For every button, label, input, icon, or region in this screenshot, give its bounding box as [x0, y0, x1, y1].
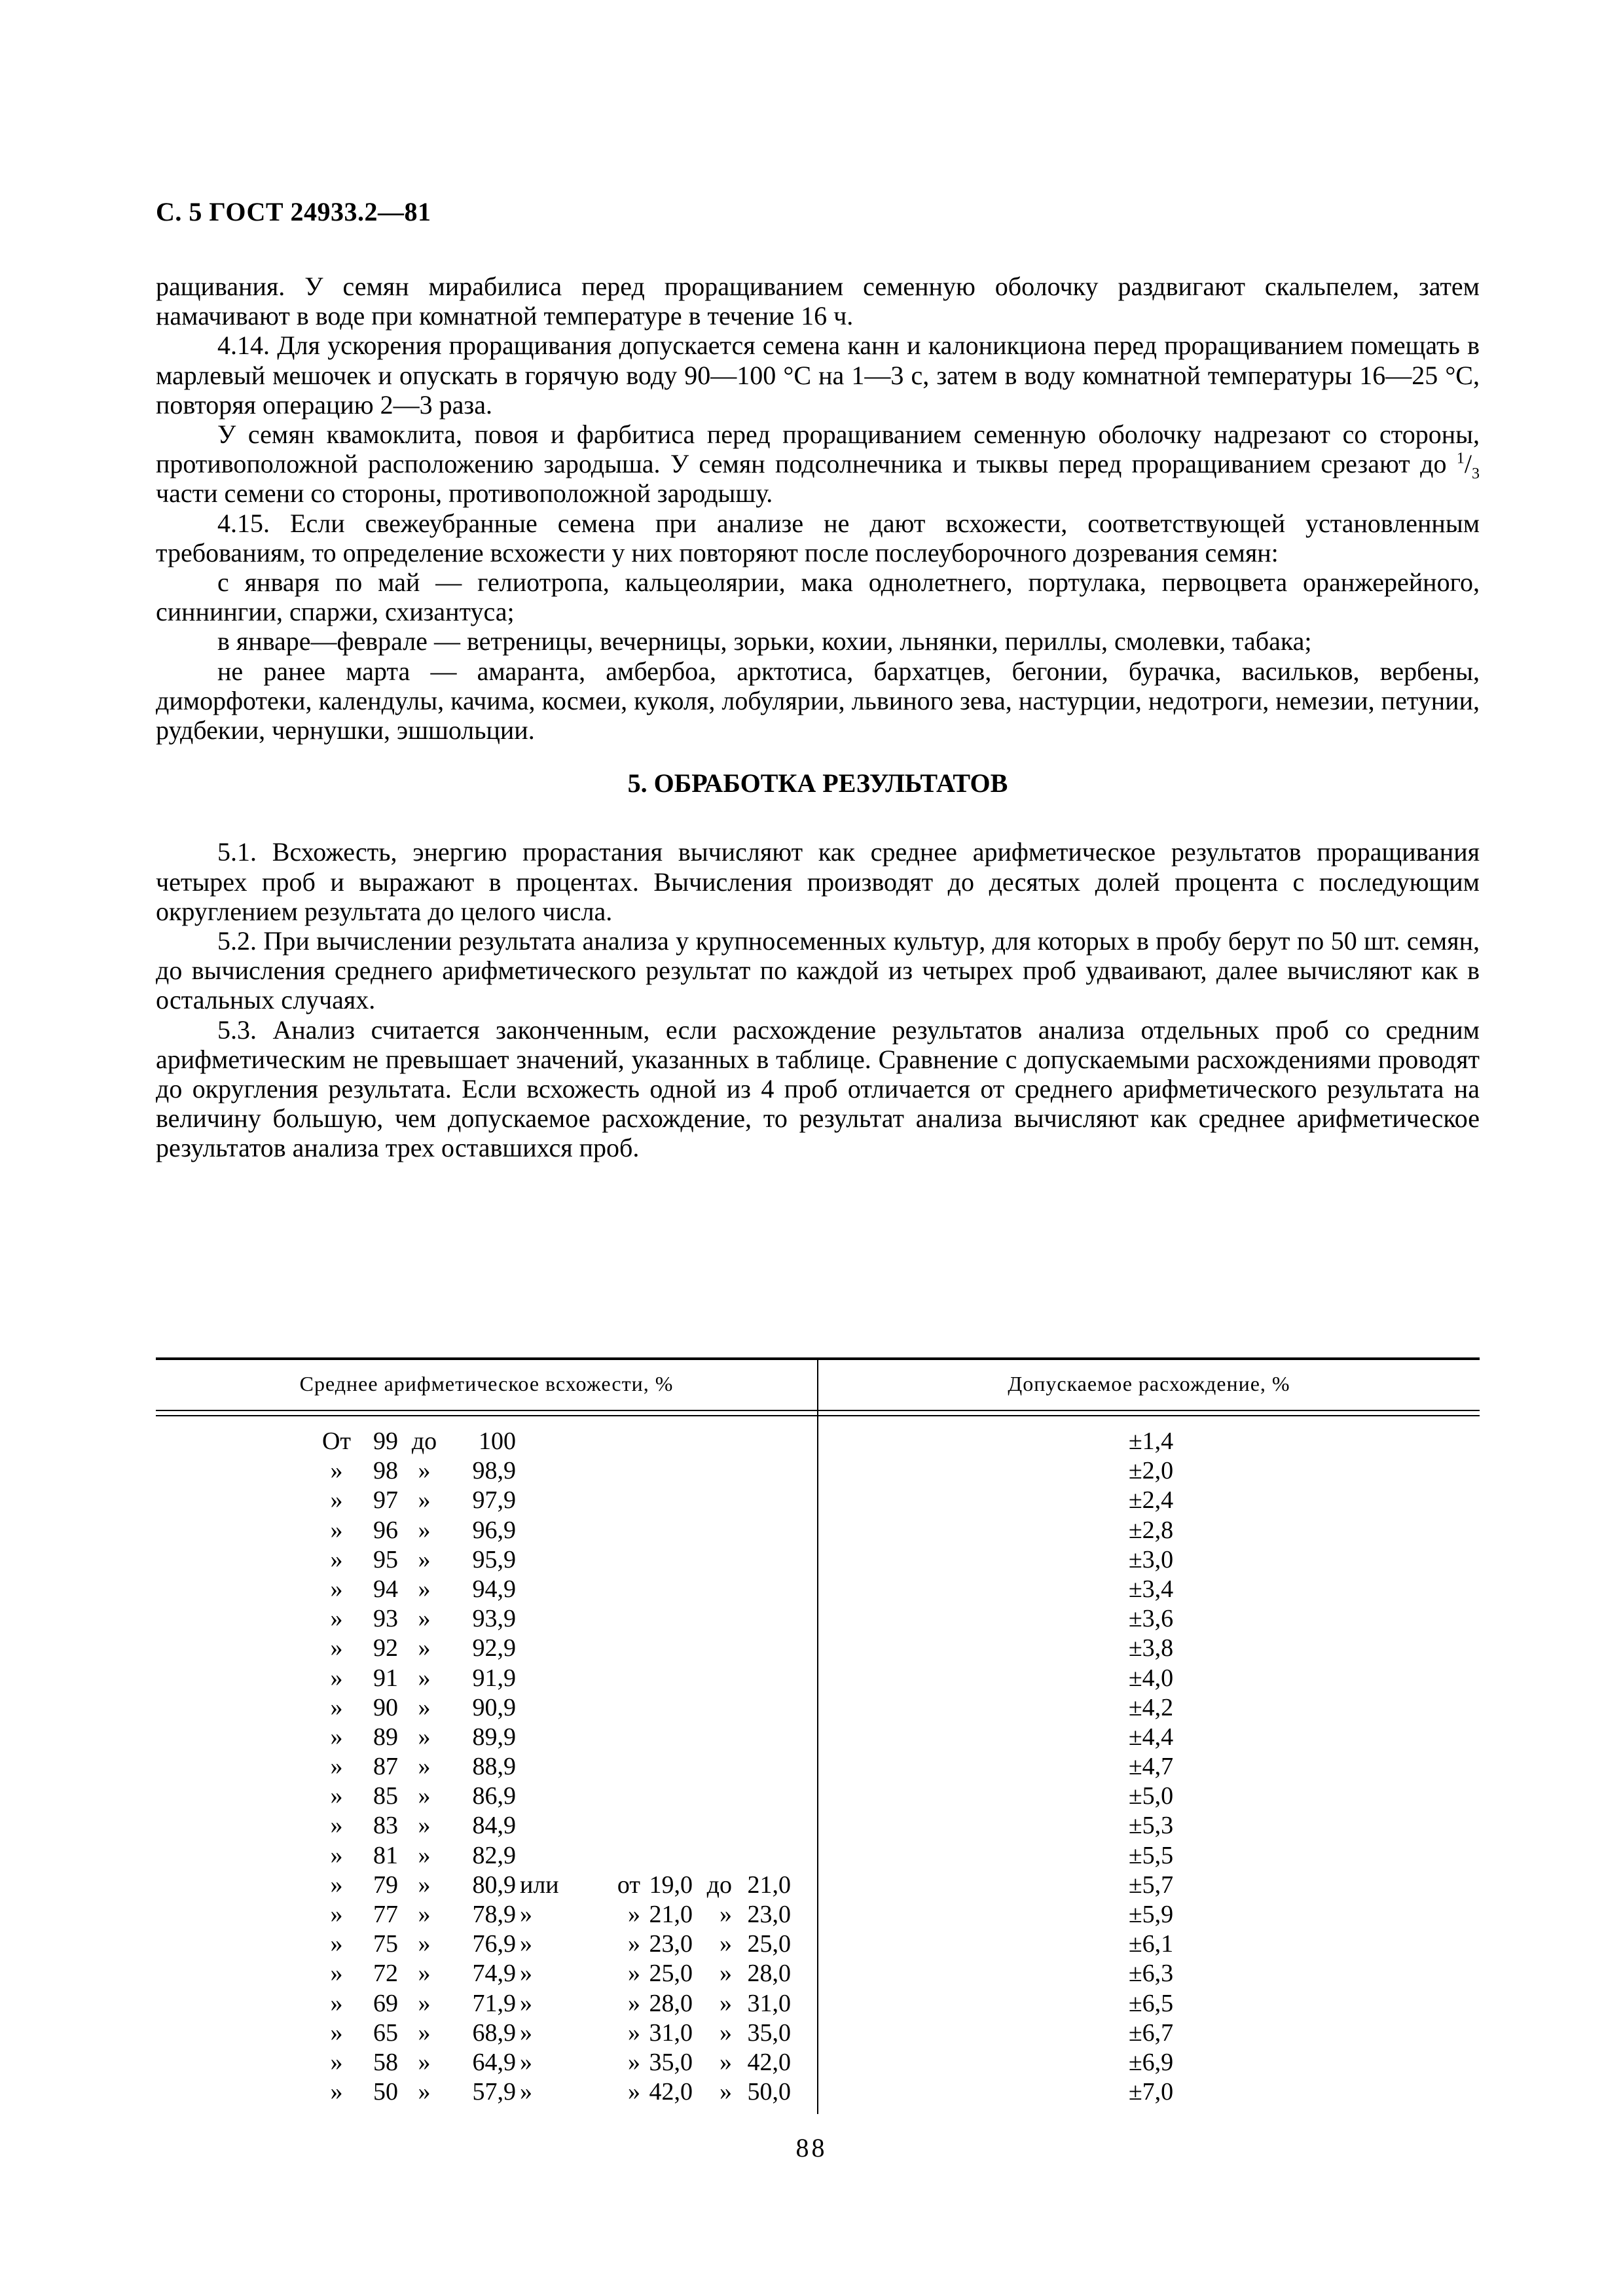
section-title: 5. ОБРАБОТКА РЕЗУЛЬТАТОВ: [627, 768, 1008, 798]
range2-to: 25,0: [747, 1930, 791, 1958]
range2-to: 31,0: [747, 1989, 791, 2017]
range-prefix: »: [330, 1930, 343, 1958]
range-to: 96,9: [472, 1516, 516, 1544]
range2-to-word: »: [720, 2018, 732, 2047]
range-to-word: »: [418, 1812, 431, 1840]
tolerance-value: ±4,0: [1128, 1664, 1174, 1692]
range-prefix: »: [330, 1693, 343, 1721]
range2-prefix: »: [628, 1960, 640, 1988]
table-row: [156, 1811, 1480, 1840]
range2-prefix: »: [628, 1901, 640, 1928]
range-to-word: »: [418, 1901, 431, 1928]
range-from: 85: [373, 1782, 398, 1810]
range-prefix: »: [330, 2018, 343, 2047]
range-prefix: »: [330, 1989, 343, 2017]
or-word: »: [520, 1989, 532, 2017]
range2-prefix: »: [628, 2078, 640, 2106]
table-row: [156, 1664, 1480, 1693]
range-to-word: »: [418, 1782, 431, 1810]
range-to-word: »: [418, 1753, 431, 1781]
tolerance-value: ±5,0: [1128, 1782, 1174, 1810]
range2-prefix: от: [617, 1871, 640, 1899]
range2-to-word: до: [706, 1871, 732, 1899]
range-prefix: »: [330, 1753, 343, 1781]
range-prefix: »: [330, 1960, 343, 1988]
range-prefix: »: [330, 1486, 343, 1515]
table-row: [156, 1989, 1480, 2018]
table-row: [156, 2077, 1480, 2107]
range-to: 98,9: [472, 1457, 516, 1485]
range-prefix: »: [330, 1457, 343, 1485]
range-to: 100: [479, 1427, 516, 1455]
range-from: 98: [373, 1457, 398, 1485]
range2-from: 31,0: [649, 2018, 693, 2047]
tolerance-value: ±6,9: [1128, 2048, 1174, 2076]
range-from: 94: [373, 1575, 398, 1603]
range-to: 86,9: [472, 1782, 516, 1810]
range-to-word: »: [418, 1486, 431, 1515]
range-from: 58: [373, 2048, 398, 2076]
paragraph: 5.1. Всхожесть, энергию прорастания вычисляют как среднее арифметическое результатов проращивания четырех проб и выражают в процентах. Вычисления производят до десятых долей процента с последующим округлением результата до целого числа.: [156, 837, 1480, 926]
range-from: 72: [373, 1960, 398, 1988]
tolerance-value: ±3,4: [1128, 1575, 1174, 1603]
range-to: 64,9: [472, 2048, 516, 2076]
range-to-word: »: [418, 1664, 431, 1692]
paragraph-text: У семян квамоклита, повоя и фарбитиса перед проращиванием семенную оболочку надрезают со стороны, противоположной расположению зародыша. У семян подсолнечника и тыквы перед проращиванием срезают до: [156, 420, 1480, 479]
table-row: [156, 1752, 1480, 1782]
range-to-word: до: [411, 1427, 437, 1455]
range2-prefix: »: [628, 1989, 640, 2017]
range-to: 57,9: [472, 2078, 516, 2106]
range-to: 71,9: [472, 1989, 516, 2017]
or-word: »: [520, 1930, 532, 1958]
range-prefix: От: [321, 1427, 352, 1455]
table-row: [156, 1575, 1480, 1604]
range2-from: 42,0: [649, 2078, 693, 2106]
tolerance-value: ±6,3: [1128, 1960, 1174, 1988]
range-from: 93: [373, 1605, 398, 1633]
range-to-word: »: [418, 1693, 431, 1721]
range-to-word: »: [418, 1930, 431, 1958]
document-body: [156, 272, 1480, 1163]
table-row: [156, 1929, 1480, 1959]
range-to: 82,9: [472, 1841, 516, 1869]
range-to: 97,9: [472, 1486, 516, 1515]
table-row: [156, 1693, 1480, 1723]
range-from: 95: [373, 1545, 398, 1573]
table-row: [156, 1545, 1480, 1575]
range-from: 89: [373, 1723, 398, 1751]
range2-prefix: »: [628, 1930, 640, 1958]
table-header-tolerance: Допускаемое расхождение, %: [1008, 1372, 1290, 1395]
range-from: 50: [373, 2078, 398, 2106]
tolerance-value: ±5,3: [1128, 1812, 1174, 1840]
paragraph: 5.3. Анализ считается законченным, если расхождение результатов анализа отдельных проб со средним арифметическим не превышает значений, указанных в таблице. Сравнение с допускаемыми расхождениями проводят до округления результата. Если всхожесть одной из 4 проб отличается от среднего арифметического результата на величину большую, чем допускаемое расхождение, то результат анализа вычисляют как среднее арифметическое результатов анализа трех оставшихся проб.: [156, 1014, 1480, 1163]
range2-from: 21,0: [649, 1901, 693, 1928]
tolerance-value: ±4,4: [1128, 1723, 1174, 1751]
range-to-word: »: [418, 1989, 431, 2017]
range-to: 88,9: [472, 1753, 516, 1781]
table-row: [156, 1871, 1480, 1900]
range2-from: 19,0: [649, 1871, 693, 1899]
tolerance-value: ±2,8: [1128, 1516, 1174, 1544]
range2-prefix: »: [628, 2048, 640, 2076]
range2-to: 28,0: [747, 1960, 791, 1988]
range-to-word: »: [418, 1516, 431, 1544]
range-to-word: »: [418, 1575, 431, 1603]
table-header-mean: Среднее арифметическое всхожести, %: [299, 1372, 674, 1395]
tolerance-value: ±4,2: [1128, 1693, 1174, 1721]
range2-from: 28,0: [649, 1989, 693, 2017]
range-prefix: »: [330, 1634, 343, 1662]
range2-to-word: »: [720, 1930, 732, 1958]
table-row: [156, 1604, 1480, 1634]
range-to: 78,9: [472, 1901, 516, 1928]
page-header: С. 5 ГОСТ 24933.2—81: [156, 197, 431, 226]
tolerance-value: ±5,5: [1128, 1841, 1174, 1869]
fraction-numerator: 1: [1456, 450, 1465, 467]
range-from: 69: [373, 1989, 398, 2017]
range-from: 90: [373, 1693, 398, 1721]
range-to: 95,9: [472, 1545, 516, 1573]
range2-from: 35,0: [649, 2048, 693, 2076]
tolerance-value: ±1,4: [1128, 1427, 1174, 1455]
tolerance-value: ±6,5: [1128, 1989, 1174, 2017]
paragraph-text: части семени со стороны, противоположной зародышу.: [156, 478, 773, 509]
tolerance-value: ±2,4: [1128, 1486, 1174, 1515]
paragraph: 4.15. Если свежеубранные семена при анализе не дают всхожести, соответствующей установленным требованиям, то определение всхожести у них повторяют после послеуборочного дозревания семян:: [156, 508, 1480, 567]
range-to: 89,9: [472, 1723, 516, 1751]
range-to-word: »: [418, 1634, 431, 1662]
page-number: 88: [795, 2133, 828, 2162]
range-from: 75: [373, 1930, 398, 1958]
tolerance-value: ±2,0: [1128, 1457, 1174, 1485]
paragraph: в январе—феврале — ветреницы, вечерницы, зорьки, кохии, льнянки, периллы, смолевки, табака;: [217, 626, 1312, 656]
or-word: »: [520, 2018, 532, 2047]
table-row: [156, 1486, 1480, 1515]
range2-to: 23,0: [747, 1901, 791, 1928]
range-prefix: »: [330, 1516, 343, 1544]
range-prefix: »: [330, 1575, 343, 1603]
range-to-word: »: [418, 1960, 431, 1988]
range-prefix: »: [330, 1901, 343, 1928]
range-to-word: »: [418, 1723, 431, 1751]
table-row: [156, 1723, 1480, 1752]
range-prefix: »: [330, 1871, 343, 1899]
range-to-word: »: [418, 1871, 431, 1899]
range-to-word: »: [418, 1545, 431, 1573]
range-prefix: »: [330, 2078, 343, 2106]
or-word: »: [520, 2048, 532, 2076]
tolerance-table: [156, 1357, 1480, 2114]
paragraph: [156, 420, 1480, 509]
tolerance-value: ±6,1: [1128, 1930, 1174, 1958]
range-to-word: »: [418, 2048, 431, 2076]
range-prefix: »: [330, 1545, 343, 1573]
table-row: [156, 1959, 1480, 1988]
range-prefix: »: [330, 2048, 343, 2076]
tolerance-value: ±3,6: [1128, 1605, 1174, 1633]
range-prefix: »: [330, 1664, 343, 1692]
range-to-word: »: [418, 2018, 431, 2047]
range-to-word: »: [418, 2078, 431, 2106]
range-to: 76,9: [472, 1930, 516, 1958]
paragraph: 5.2. При вычислении результата анализа у крупносеменных культур, для которых в пробу берут по 50 шт. семян, до вычисления среднего арифметического результат по каждой из четырех проб удваивают, далее вычисляют как в остальных случаях.: [156, 926, 1480, 1015]
range-from: 92: [373, 1634, 398, 1662]
range-to: 92,9: [472, 1634, 516, 1662]
range2-to: 42,0: [747, 2048, 791, 2076]
range-from: 91: [373, 1664, 398, 1692]
range-to-word: »: [418, 1457, 431, 1485]
paragraph: не ранее марта — амаранта, амбербоа, арктотиса, бархатцев, бегонии, бурачка, васильков, вербены, диморфотеки, календулы, качима, космеи, куколя, лобулярии, львиного зева, настурции, недотроги, немезии, петунии, рудбекии, чернушки, эшшольции.: [156, 656, 1480, 745]
range2-to: 35,0: [747, 2018, 791, 2047]
range-from: 96: [373, 1516, 398, 1544]
tolerance-value: ±3,0: [1128, 1545, 1174, 1573]
range-prefix: »: [330, 1782, 343, 1810]
range2-to-word: »: [720, 1989, 732, 2017]
range-from: 79: [373, 1871, 398, 1899]
tolerance-value: ±5,9: [1128, 1901, 1174, 1928]
table-row: [156, 1841, 1480, 1871]
range-to: 93,9: [472, 1605, 516, 1633]
range-prefix: »: [330, 1723, 343, 1751]
tolerance-value: ±6,7: [1128, 2018, 1174, 2047]
range-from: 97: [373, 1486, 398, 1515]
tolerance-value: ±3,8: [1128, 1634, 1174, 1662]
range-from: 77: [373, 1901, 398, 1928]
range-from: 99: [373, 1427, 398, 1455]
range2-to-word: »: [720, 1901, 732, 1928]
range2-from: 25,0: [649, 1960, 693, 1988]
range-to-word: »: [418, 1841, 431, 1869]
table-row: [156, 1900, 1480, 1929]
tolerance-value: ±4,7: [1128, 1753, 1174, 1781]
range2-to: 21,0: [747, 1871, 791, 1899]
or-word: или: [520, 1871, 559, 1899]
range-to: 74,9: [472, 1960, 516, 1988]
range-from: 87: [373, 1753, 398, 1781]
tolerance-value: ±7,0: [1128, 2078, 1174, 2106]
table-row: [156, 1516, 1480, 1545]
paragraph: с января по май — гелиотропа, кальцеолярии, мака однолетнего, портулака, первоцвета оранжерейного, синнингии, спаржи, схизантуса;: [156, 567, 1480, 627]
or-word: »: [520, 2078, 532, 2106]
range-to: 94,9: [472, 1575, 516, 1603]
range-to: 90,9: [472, 1693, 516, 1721]
table-row: [156, 1427, 1480, 1456]
range-to: 84,9: [472, 1812, 516, 1840]
tolerance-value: ±5,7: [1128, 1871, 1174, 1899]
table-body: [156, 1427, 1480, 2107]
range2-to: 50,0: [747, 2078, 791, 2106]
fraction-slash: /: [1464, 449, 1472, 479]
table-row: [156, 1782, 1480, 1811]
paragraph: ращивания. У семян мирабилиса перед проращиванием семенную оболочку раздвигают скальпелем, затем намачивают в воде при комнатной температуре в течение 16 ч.: [156, 272, 1480, 331]
range-to-word: »: [418, 1605, 431, 1633]
fraction-denominator: 3: [1472, 465, 1480, 483]
table-row: [156, 1456, 1480, 1486]
or-word: »: [520, 1960, 532, 1988]
range-from: 81: [373, 1841, 398, 1869]
range2-to-word: »: [720, 2078, 732, 2106]
range2-to-word: »: [720, 1960, 732, 1988]
range-to: 91,9: [472, 1664, 516, 1692]
table-row: [156, 1634, 1480, 1663]
table-row: [156, 2048, 1480, 2077]
range-from: 83: [373, 1812, 398, 1840]
range-to: 68,9: [472, 2018, 516, 2047]
range-prefix: »: [330, 1605, 343, 1633]
table-row: [156, 2018, 1480, 2048]
range-prefix: »: [330, 1841, 343, 1869]
range-from: 65: [373, 2018, 398, 2047]
range-to: 80,9: [472, 1871, 516, 1899]
range2-to-word: »: [720, 2048, 732, 2076]
range2-prefix: »: [628, 2018, 640, 2047]
range2-from: 23,0: [649, 1930, 693, 1958]
paragraph: 4.14. Для ускорения проращивания допускается семена канн и калоникциона перед проращиванием помещать в марлевый мешочек и опускать в горячую воду 90—100 °С на 1—3 с, затем в воду комнатной температуры 16—25 °С, повторяя операцию 2—3 раза.: [156, 331, 1480, 420]
range-prefix: »: [330, 1812, 343, 1840]
or-word: »: [520, 1901, 532, 1928]
